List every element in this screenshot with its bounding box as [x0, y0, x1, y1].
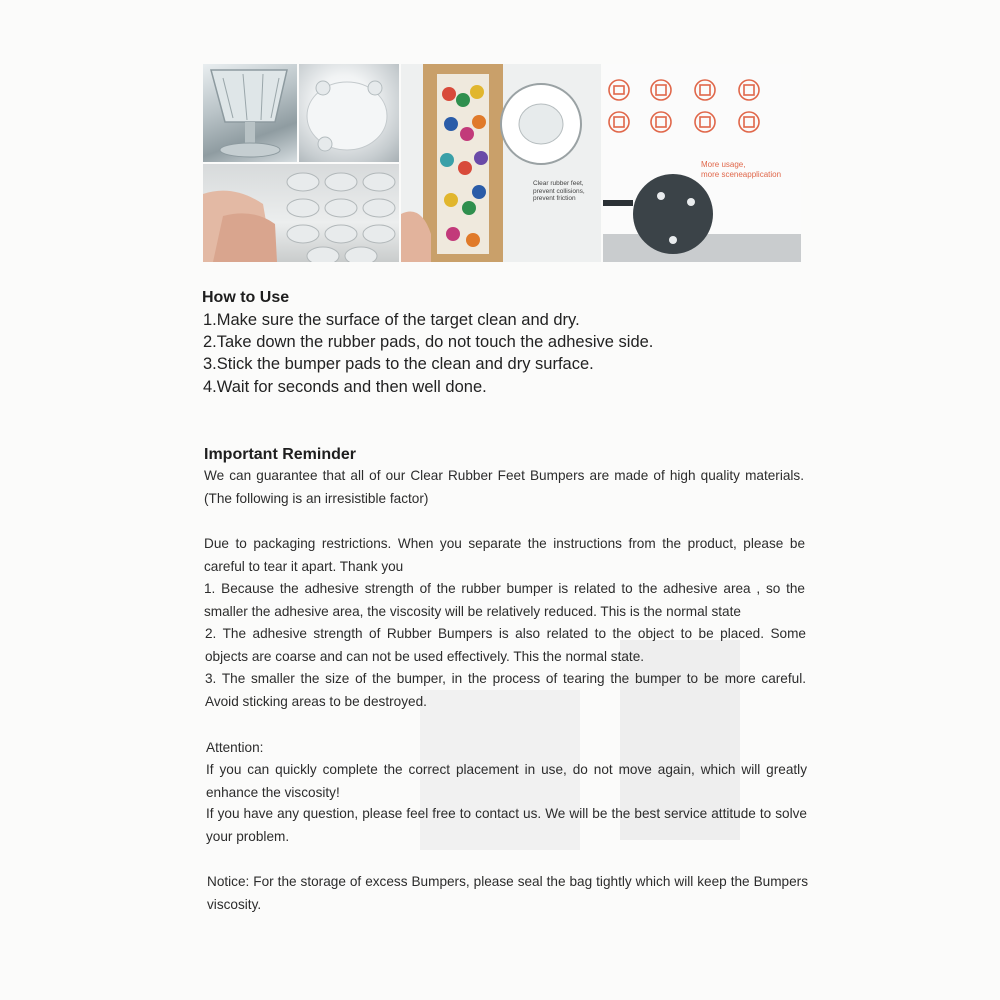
step-1: 1.Make sure the surface of the target clean and dry.	[203, 311, 580, 329]
table-chair-icon	[739, 80, 759, 100]
scene-usage-photo	[603, 64, 801, 262]
toilet-seat-icon	[695, 80, 715, 100]
caption-line: prevent friction	[533, 195, 576, 202]
picture-frame-photo	[401, 64, 601, 262]
reminder-point-2: 2. The adhesive strength of Rubber Bumpers is also related to the object to be placed. Some objects are coarse and can not be used effectively. This the normal state.	[205, 626, 806, 664]
rubber-bumper-icon	[299, 64, 399, 162]
more-usage-caption	[701, 160, 781, 179]
caption-line: Clear rubber feet,	[533, 180, 584, 187]
notice-text: Notice: For the storage of excess Bumpers, please seal the bag tightly which will keep the Bumpers viscosity.	[207, 874, 808, 912]
attention-line-2: If you have any question, please feel free to contact us. We will be the best service attitude to solve your problem.	[206, 806, 807, 844]
reminder-intro: We can guarantee that all of our Clear Rubber Feet Bumpers are made of high quality materials. (The following is an irresistible factor)	[204, 468, 804, 506]
bumper-sheet-photo	[203, 164, 399, 262]
step-4: 4.Wait for seconds and then well done.	[203, 378, 487, 396]
bumper-sheet-icon	[203, 164, 399, 262]
cabinet-icon	[651, 112, 671, 132]
bookshelf-icon	[739, 112, 759, 132]
important-reminder-heading: Important Reminder	[204, 446, 357, 463]
picture-frame-icon	[401, 64, 601, 262]
drawer-icon	[609, 80, 629, 100]
clear-feet-caption	[533, 180, 585, 203]
step-2: 2.Take down the rubber pads, do not touch the adhesive side.	[203, 333, 654, 351]
reminder-point-3: 3. The smaller the size of the bumper, in the process of tearing the bumper to be more careful. Avoid sticking areas to be destroyed.	[205, 671, 806, 709]
how-to-use-heading: How to Use	[202, 289, 290, 306]
bumper-closeup-photo	[299, 64, 399, 162]
attention-line-1: If you can quickly complete the correct placement in use, do not move again, which will greatly enhance the viscosity!	[206, 762, 807, 800]
reminder-point-1: 1. Because the adhesive strength of the rubber bumper is related to the adhesive area , so the smaller the adhesive area, the viscosity will be relatively reduced. This is the normal state	[204, 581, 805, 619]
caption-line: prevent collisions,	[533, 187, 585, 195]
chopping-board-icon	[695, 112, 715, 132]
glass-icon	[609, 112, 629, 132]
product-banner	[203, 64, 801, 262]
glass-cup-icon	[203, 64, 297, 162]
step-3: 3.Stick the bumper pads to the clean and dry surface.	[203, 355, 594, 373]
picture-frame-icon	[651, 80, 671, 100]
attention-title: Attention:	[206, 740, 264, 755]
caption-line: More usage,	[701, 160, 746, 169]
glass-cup-photo	[203, 64, 297, 162]
packaging-note: Due to packaging restrictions. When you separate the instructions from the product, please be careful to tear it apart. Thank you	[204, 536, 805, 574]
caption-line: more sceneapplication	[701, 169, 782, 179]
